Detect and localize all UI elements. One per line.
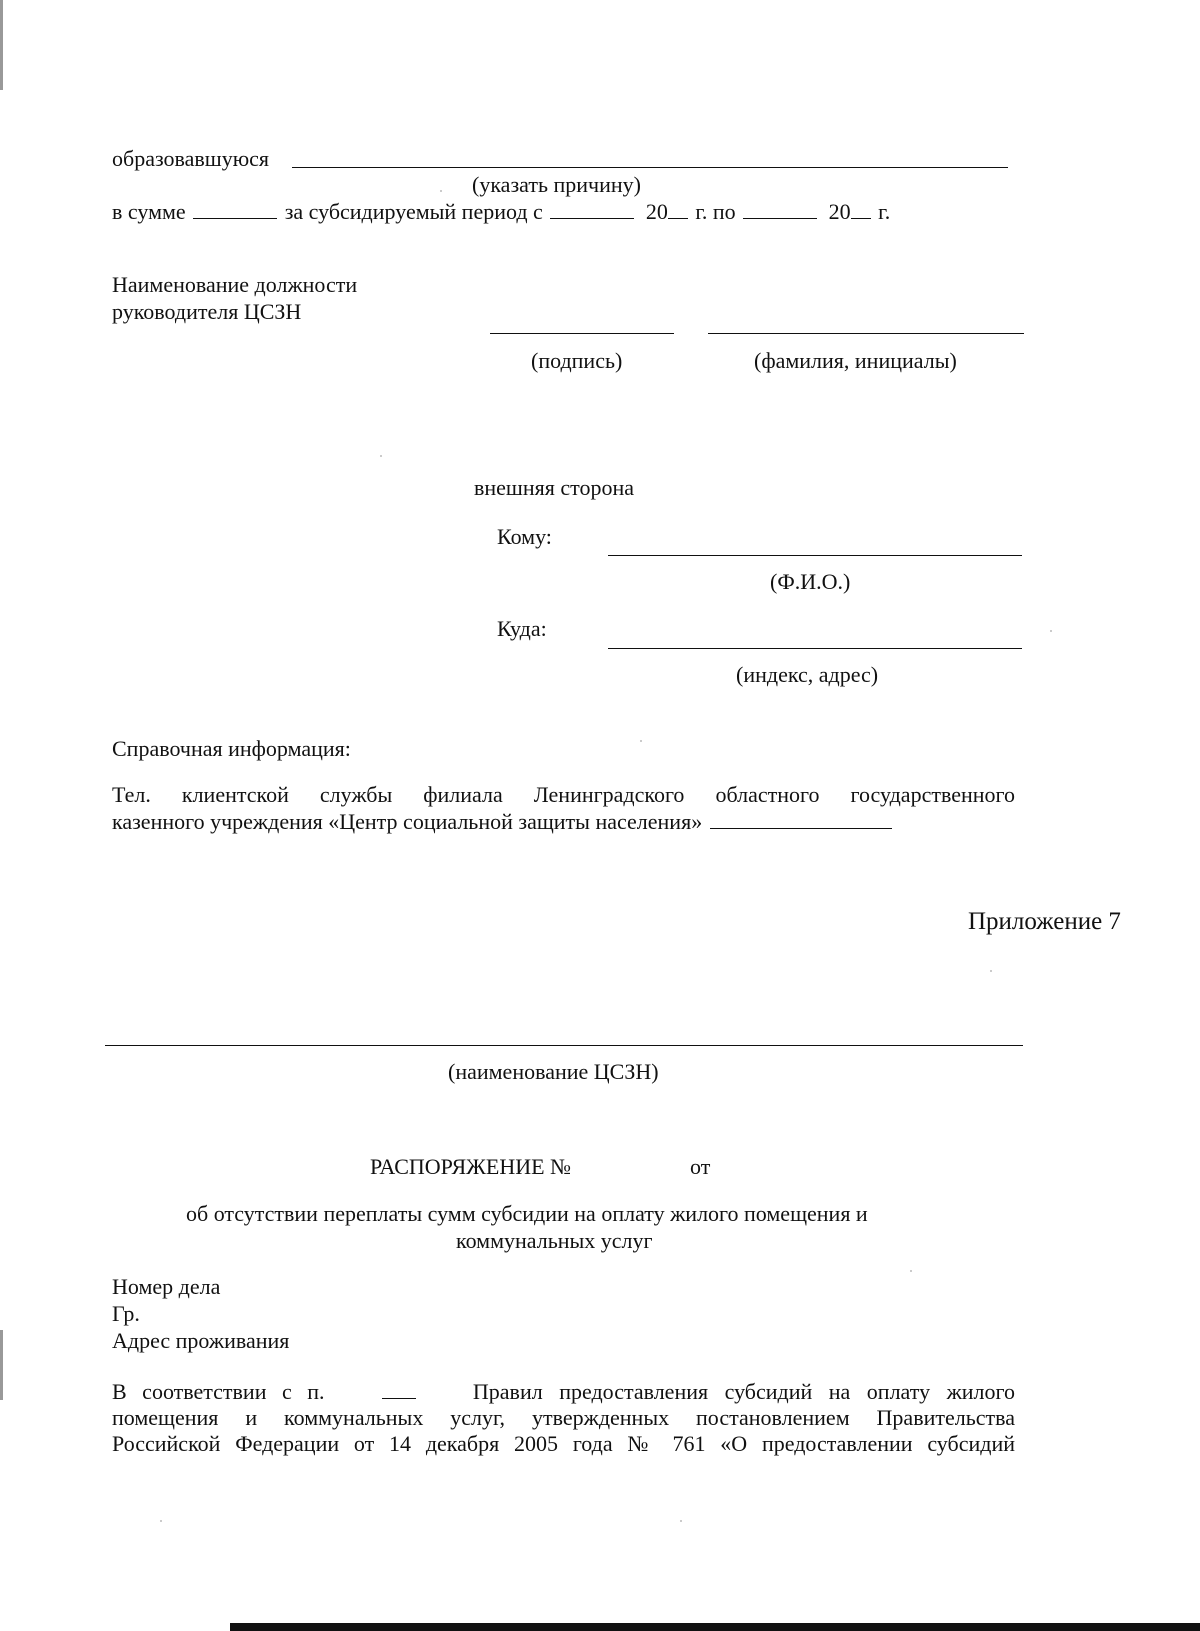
reference-line-1: Тел. клиентской службы филиала Ленинградского областного государственного (112, 782, 1015, 807)
scan-edge-bottom (230, 1623, 1200, 1631)
scan-speck (1050, 630, 1052, 632)
reason-line (292, 167, 1008, 168)
where-caption: (индекс, адрес) (736, 662, 879, 687)
year-blank-1 (668, 200, 688, 219)
period-start-blank (550, 200, 634, 219)
position-line-2: руководителя ЦСЗН (112, 299, 302, 324)
reference-line-2: казенного учреждения «Центр социальной защиты населения» (112, 809, 703, 834)
scan-speck (910, 1270, 912, 1272)
scan-speck (160, 1520, 162, 1522)
where-line (608, 648, 1022, 649)
signature-caption: (подпись) (531, 348, 623, 373)
org-line (105, 1045, 1023, 1046)
subject-line-1: об отсутствии переплаты сумм субсидии на оплату жилого помещения и (186, 1201, 868, 1226)
scan-speck (990, 970, 992, 972)
to-caption: (Ф.И.О.) (770, 569, 851, 594)
year-suffix-1: г. по (695, 199, 736, 224)
year-blank-2 (851, 200, 871, 219)
appendix-title: Приложение 7 (968, 908, 1121, 935)
position-line-1: Наименование должности (112, 272, 358, 297)
body-line-1-row (112, 1379, 1015, 1404)
sum-label: в сумме (112, 199, 186, 224)
scan-edge-left-lower (0, 1330, 3, 1400)
formed-label: образовавшуюся (112, 146, 270, 171)
to-label: Кому: (497, 524, 552, 549)
order-title: РАСПОРЯЖЕНИЕ № (370, 1154, 572, 1179)
year-prefix-1: 20 (645, 199, 668, 224)
body-start: В соответствии с п. (112, 1379, 325, 1404)
scan-speck (680, 1520, 682, 1522)
order-from: от (690, 1154, 711, 1179)
body-line-1-rest: Правил предоставления субсидий на оплату жилого (472, 1379, 1015, 1404)
reference-phone-blank (710, 810, 892, 829)
reference-line-2-row (112, 809, 894, 834)
scan-edge-left (0, 0, 3, 90)
citizen-label: Гр. (112, 1301, 140, 1326)
body-line-2: помещения и коммунальных услуг, утвержденных постановлением Правительства (112, 1405, 1015, 1430)
to-line (608, 555, 1022, 556)
name-line (708, 333, 1024, 334)
year-prefix-2: 20 (828, 199, 851, 224)
where-label: Куда: (497, 616, 547, 641)
case-number-label: Номер дела (112, 1274, 221, 1299)
reason-caption: (указать причину) (472, 172, 641, 197)
period-label: за субсидируемый период с (284, 199, 543, 224)
clause-blank (382, 1380, 416, 1399)
org-caption: (наименование ЦСЗН) (448, 1059, 659, 1084)
address-label: Адрес проживания (112, 1328, 290, 1353)
scan-speck (640, 740, 642, 742)
reference-heading: Справочная информация: (112, 736, 351, 761)
period-end-blank (743, 200, 817, 219)
outer-side-label: внешняя сторона (474, 475, 635, 500)
scan-speck (440, 190, 442, 192)
name-caption: (фамилия, инициалы) (754, 348, 957, 373)
sum-period-line (112, 199, 890, 224)
subject-line-2: коммунальных услуг (456, 1228, 653, 1253)
sum-blank (193, 200, 277, 219)
scan-speck (380, 455, 382, 457)
signature-line (490, 333, 674, 334)
year-suffix-2: г. (878, 199, 891, 224)
body-line-3: Российской Федерации от 14 декабря 2005 года № 761 «О предоставлении субсидий (112, 1431, 1015, 1456)
